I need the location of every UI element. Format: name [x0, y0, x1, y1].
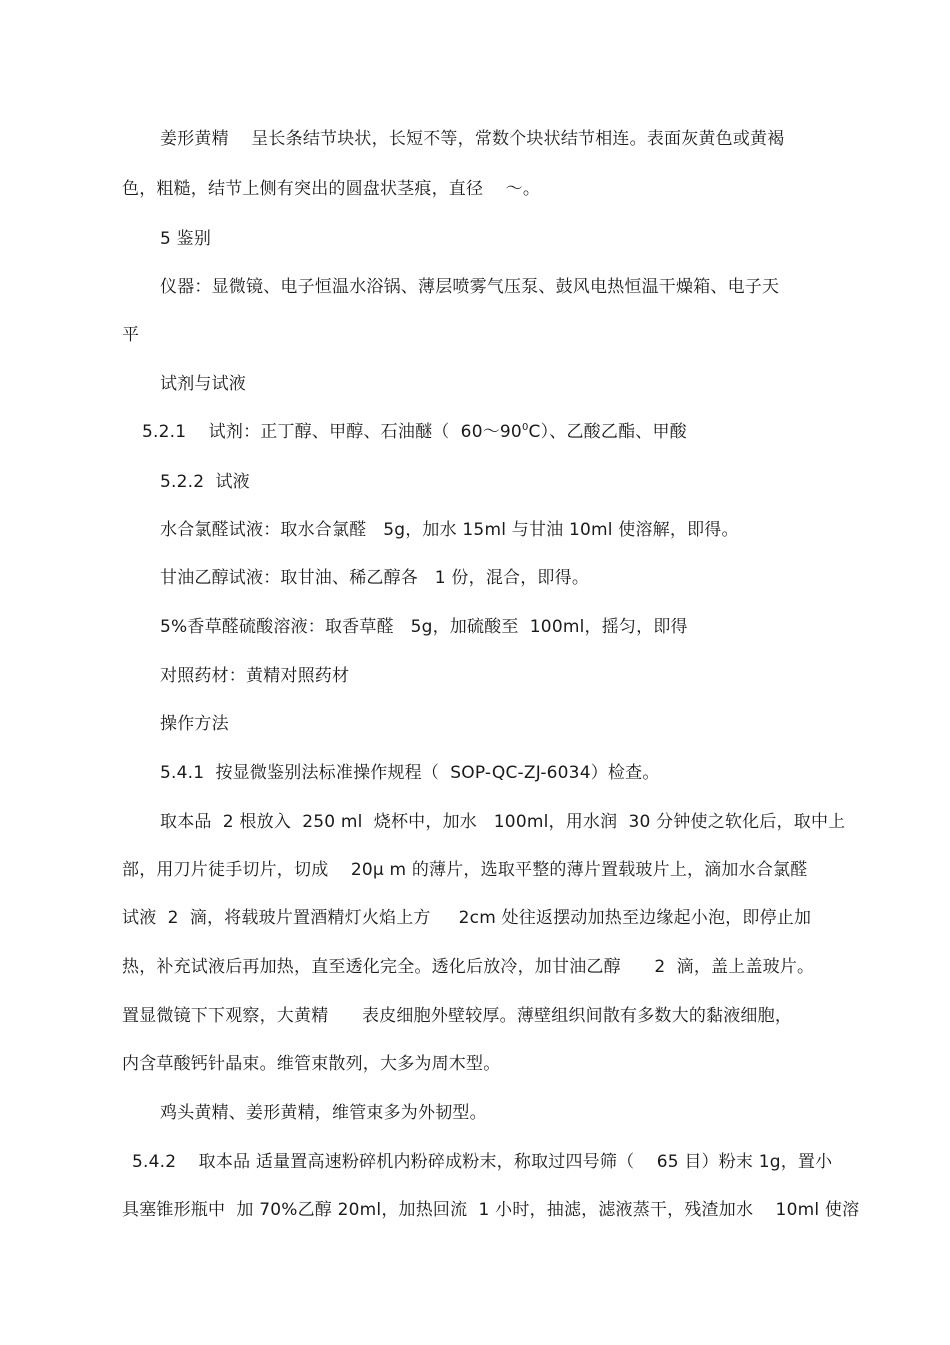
text-line: 水合氯醛试液：取水合氯醛 5g，加水 15ml 与甘油 10ml 使溶解，即得。 [160, 520, 739, 540]
superscript: 0 [521, 422, 529, 433]
subsection-heading: 操作方法 [160, 714, 229, 734]
text-line: 甘油乙醇试液：取甘油、稀乙醇各 1 份，混合，即得。 [160, 568, 590, 588]
text-line: 试液 2 滴，将载玻片置酒精灯火焰上方 2cm 处往返摆动加热至边缘起小泡，即停止加 [122, 908, 812, 928]
text-span: 5.2.1 试剂：正丁醇、甲醇、石油醚（ 60～90 [142, 422, 522, 442]
text-line: 5.4.2 取本品 适量置高速粉碎机内粉碎成粉末，称取过四号筛（ 65 目）粉末 1g，置小 [132, 1152, 833, 1172]
text-line: 置显微镜下下观察，大黄精 表皮细胞外壁较厚。薄壁组织间散有多数大的黏液细胞， [122, 1006, 793, 1026]
text-line: 姜形黄精 呈长条结节块状，长短不等，常数个块状结节相连。表面灰黄色或黄褐 [160, 129, 785, 149]
text-line: 具塞锥形瓶中 加 70%乙醇 20ml，加热回流 1 小时，抽滤，滤液蒸干，残渣加水 10ml 使溶 [122, 1200, 860, 1220]
text-line [142, 421, 687, 443]
text-line: 对照药材：黄精对照药材 [160, 666, 350, 686]
text-line: 取本品 2 根放入 250 ml 烧杯中，加水 100ml，用水润 30 分钟使之软化后，取中上 [160, 812, 846, 832]
text-line: 仪器：显微镜、电子恒温水浴锅、薄层喷雾气压泵、鼓风电热恒温干燥箱、电子天 [160, 277, 780, 297]
subsection-heading: 试剂与试液 [160, 374, 246, 394]
text-line: 平 [122, 325, 140, 345]
text-line: 内含草酸钙针晶束。维管束散列，大多为周木型。 [122, 1054, 501, 1074]
section-heading: 5 鉴别 [160, 229, 212, 249]
text-line: 色，粗糙，结节上侧有突出的圆盘状茎痕，直径 ～。 [122, 179, 541, 199]
text-line: 5.4.1 按显微鉴别法标准操作规程（ SOP-QC-ZJ-6034）检查。 [160, 763, 660, 783]
text-line: 5%香草醛硫酸溶液：取香草醛 5g，加硫酸至 100ml，摇匀，即得 [160, 617, 688, 637]
text-line: 部，用刀片徒手切片，切成 20μ m 的薄片，选取平整的薄片置载玻片上，滴加水合氯醛 [122, 860, 808, 880]
text-span: C）、乙酸乙酯、甲酸 [528, 422, 687, 442]
text-line: 鸡头黄精、姜形黄精，维管束多为外韧型。 [160, 1103, 487, 1123]
subsection-heading: 5.2.2 试液 [160, 472, 250, 492]
text-line: 热，补充试液后再加热，直至透化完全。透化后放冷，加甘油乙醇 2 滴，盖上盖玻片。 [122, 957, 815, 977]
